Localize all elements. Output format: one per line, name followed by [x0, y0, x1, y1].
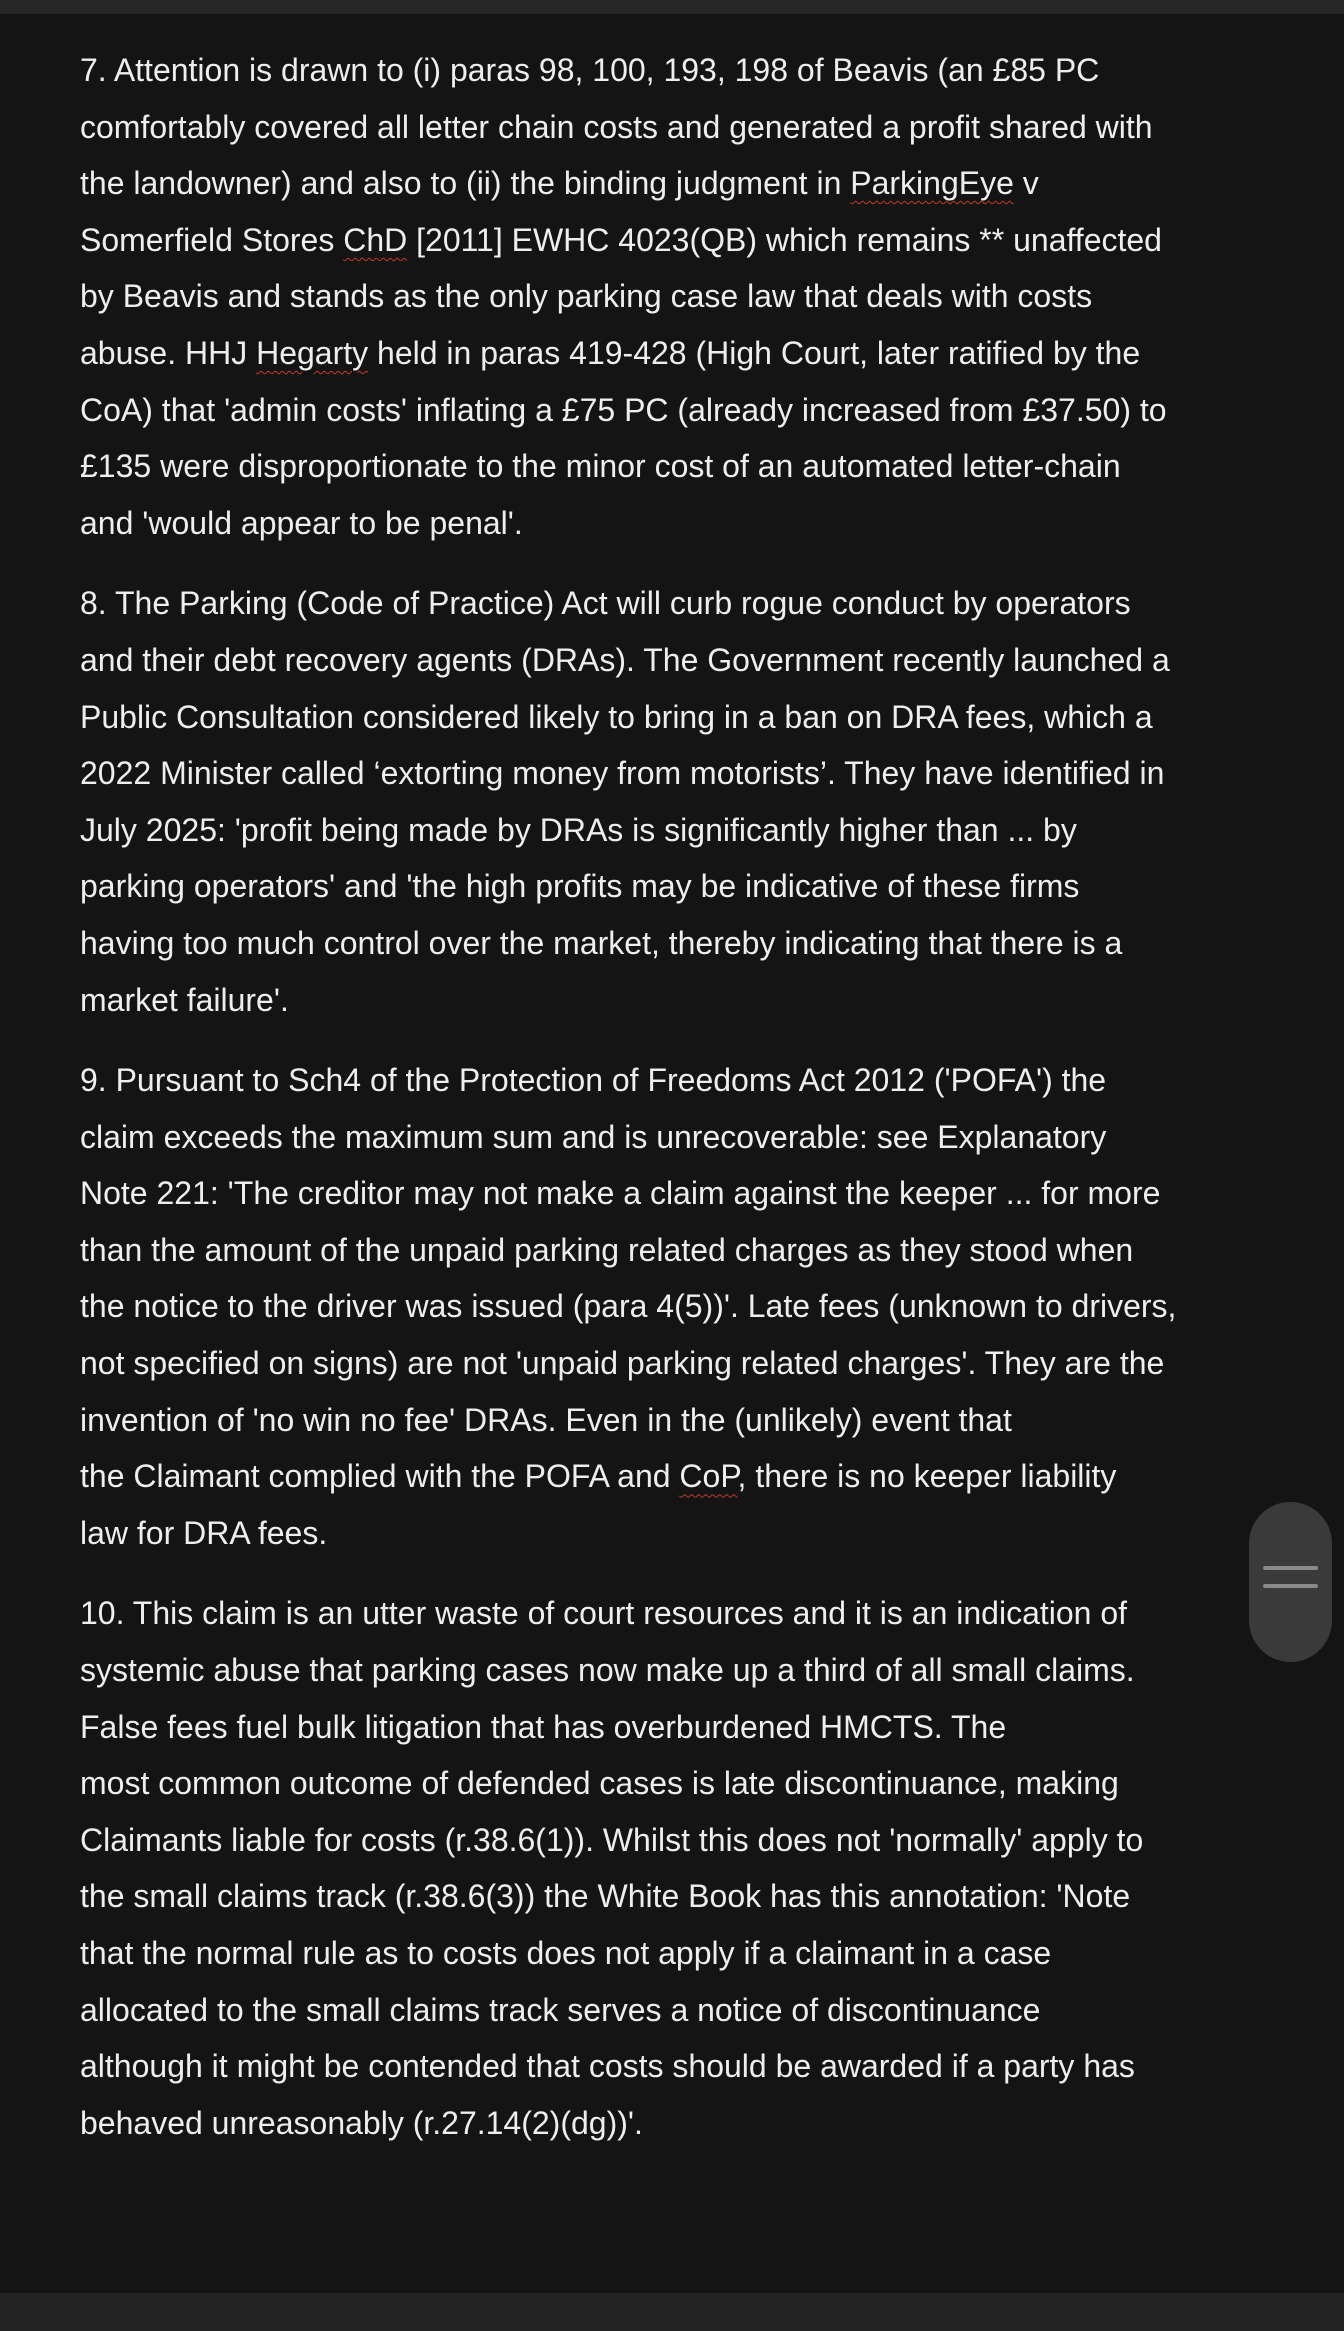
text-run: , there is no keeper liability [737, 1458, 1117, 1495]
text-run: Public Consultation considered likely to bring in a ban on DRA fees, which a [80, 698, 1153, 735]
text-line [80, 42, 1260, 99]
text-run: market failure'. [80, 981, 289, 1018]
text-line [80, 2095, 1260, 2152]
drag-handle-icon [1263, 1566, 1318, 1570]
scroll-handle[interactable] [1249, 1502, 1332, 1662]
text-run: Somerfield Stores [80, 221, 344, 258]
text-line [80, 1165, 1260, 1222]
text-run: 7. Attention is drawn to (i) paras 98, 100, 193, 198 of Beavis (an £85 PC [80, 52, 1100, 88]
spellcheck-flagged-word: ParkingEye [850, 165, 1014, 202]
text-line [80, 632, 1260, 689]
text-run: invention of 'no win no fee' DRAs. Even in the (unlikely) event that [80, 1401, 1012, 1438]
text-line [80, 1868, 1260, 1925]
document-body [80, 42, 1260, 2175]
text-line [80, 2038, 1260, 2095]
text-line [80, 858, 1260, 915]
paragraph-8 [80, 575, 1260, 1028]
text-run: the small claims track (r.38.6(3)) the White Book has this annotation: 'Note [80, 1878, 1131, 1915]
text-run: 8. The Parking (Code of Practice) Act will curb rogue conduct by operators [80, 585, 1131, 622]
text-run: the notice to the driver was issued (para 4(5))'. Late fees (unknown to drivers, [80, 1288, 1177, 1325]
spellcheck-flagged-word: ChD [343, 221, 408, 258]
text-run: False fees fuel bulk litigation that has overburdened HMCTS. The [80, 1708, 1007, 1745]
text-run: Claimants liable for costs (r.38.6(1)). Whilst this does not 'normally' apply to [80, 1821, 1144, 1858]
text-line [80, 1448, 1260, 1505]
text-line [80, 382, 1260, 439]
text-run: claim exceeds the maximum sum and is unrecoverable: see Explanatory [80, 1118, 1107, 1155]
drag-handle-icon-line [1263, 1584, 1318, 1588]
text-line [80, 1982, 1260, 2039]
text-line [80, 438, 1260, 495]
bottom-bar [0, 2293, 1344, 2331]
text-run: although it might be contended that costs should be awarded if a party has [80, 2048, 1135, 2085]
text-line [80, 212, 1260, 269]
text-line [80, 1109, 1260, 1166]
text-line [80, 99, 1260, 156]
text-run: than the amount of the unpaid parking related charges as they stood when [80, 1231, 1134, 1268]
text-run: that the normal rule as to costs does not apply if a claimant in a case [80, 1935, 1052, 1971]
text-run: not specified on signs) are not 'unpaid parking related charges'. They are the [80, 1345, 1165, 1382]
text-run: and their debt recovery agents (DRAs). The Government recently launched a [80, 641, 1170, 678]
spellcheck-flagged-word: CoP [679, 1458, 738, 1495]
text-line [80, 155, 1260, 212]
text-line [80, 1392, 1260, 1449]
text-run: parking operators' and 'the high profits may be indicative of these firms [80, 868, 1080, 905]
text-run: 2022 Minister called ‘extorting money from motorists’. They have identified in [80, 755, 1165, 792]
text-run: comfortably covered all letter chain costs and generated a profit shared with [80, 108, 1153, 145]
text-run: £135 were disproportionate to the minor cost of an automated letter-chain [80, 448, 1121, 485]
text-line [80, 575, 1260, 632]
text-line [80, 972, 1260, 1029]
text-line [80, 1812, 1260, 1869]
text-run: allocated to the small claims track serves a notice of discontinuance [80, 1991, 1041, 2028]
text-line [80, 325, 1260, 382]
text-line [80, 689, 1260, 746]
text-run: most common outcome of defended cases is late discontinuance, making [80, 1765, 1119, 1802]
top-bar [0, 0, 1344, 14]
spellcheck-flagged-word: Hegarty [256, 334, 369, 371]
text-line [80, 1585, 1260, 1642]
text-run: behaved unreasonably (r.27.14(2)(dg))'. [80, 2104, 643, 2141]
text-run: CoA) that 'admin costs' inflating a £75 PC (already increased from £37.50) to [80, 391, 1167, 428]
paragraph-10 [80, 1585, 1260, 2151]
text-line [80, 745, 1260, 802]
text-run: abuse. HHJ [80, 334, 257, 371]
text-run: having too much control over the market, thereby indicating that there is a [80, 924, 1123, 961]
text-run: systemic abuse that parking cases now make up a third of all small claims. [80, 1652, 1135, 1689]
text-line [80, 1925, 1260, 1982]
text-line [80, 802, 1260, 859]
text-line [80, 1505, 1260, 1562]
text-run: law for DRA fees. [80, 1514, 328, 1551]
text-run: the landowner) and also to (ii) the binding judgment in [80, 165, 851, 202]
text-line [80, 1278, 1260, 1335]
text-run: held in paras 419-428 (High Court, later ratified by the [368, 334, 1141, 371]
text-line [80, 1222, 1260, 1279]
text-line [80, 268, 1260, 325]
text-run: and 'would appear to be penal'. [80, 504, 523, 541]
text-run: [2011] EWHC 4023(QB) which remains ** unaffected [407, 221, 1162, 258]
text-line [80, 915, 1260, 972]
text-run: 10. This claim is an utter waste of court resources and it is an indication of [80, 1595, 1128, 1632]
text-run: Note 221: 'The creditor may not make a claim against the keeper ... for more [80, 1175, 1161, 1212]
text-run: v [1013, 165, 1039, 202]
text-line [80, 1699, 1260, 1756]
text-line [80, 1052, 1260, 1109]
text-line [80, 1335, 1260, 1392]
text-run: by Beavis and stands as the only parking case law that deals with costs [80, 278, 1093, 315]
text-run: July 2025: 'profit being made by DRAs is significantly higher than ... by [80, 811, 1077, 848]
paragraph-9 [80, 1052, 1260, 1561]
text-run: 9. Pursuant to Sch4 of the Protection of Freedoms Act 2012 ('POFA') the [80, 1062, 1107, 1099]
text-line [80, 1755, 1260, 1812]
text-line [80, 1642, 1260, 1699]
text-run: the Claimant complied with the POFA and [80, 1458, 680, 1495]
paragraph-7 [80, 42, 1260, 551]
text-line [80, 495, 1260, 552]
